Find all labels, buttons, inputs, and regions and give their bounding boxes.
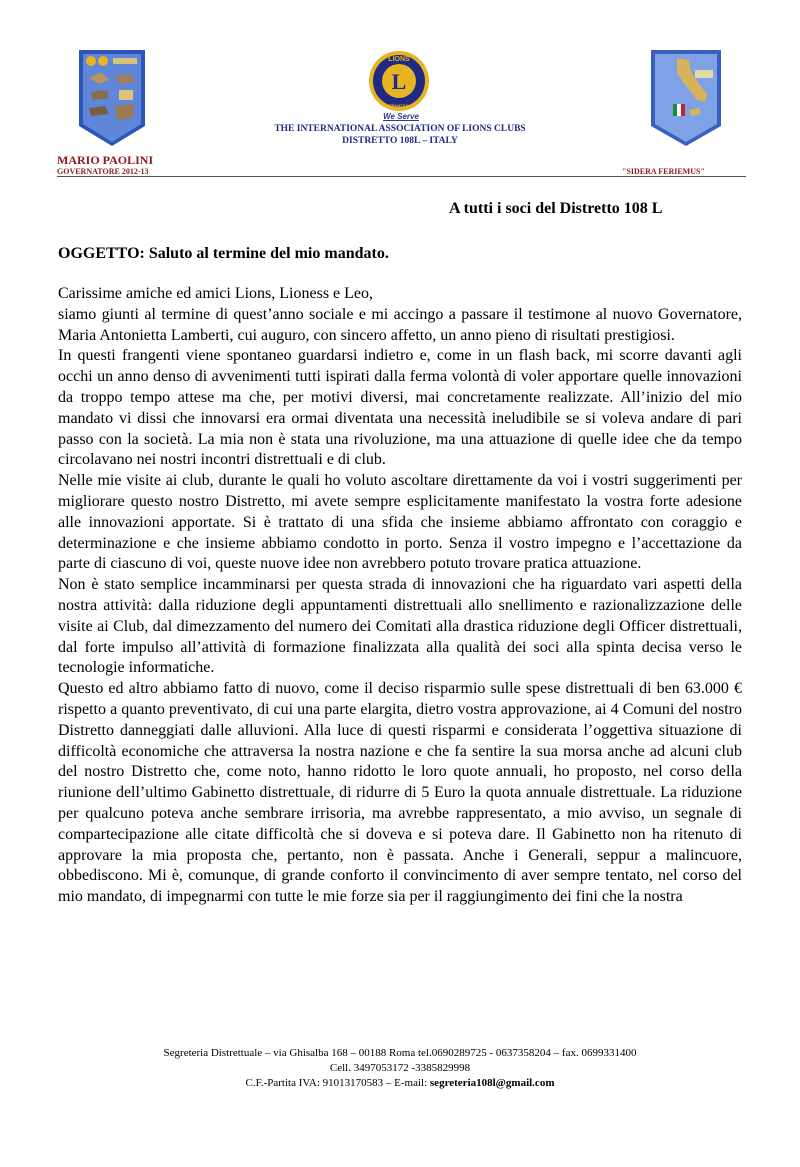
body-paragraph: siamo giunti al termine di quest’anno sociale e mi accingo a passare il testimone al nuovo Governatore, Maria Antonietta Lamberti, cui auguro, con sincero affetto, un anno pieno di risultati prestigiosi. [58, 305, 742, 344]
body-paragraph: Questo ed altro abbiamo fatto di nuovo, come il deciso risparmio sulle spese distrettuali di ben 63.000 € rispetto a quanto preventivato, di cui una parte elargita, dietro vostra approvazione, ai 4 Comuni del nostro Distretto danneggiati dalle alluvioni. Alla luce di questi risparmi e considerata l’oggettiva situazione di difficoltà economiche che attraversa la nostra nazione e che fa sentire la sua morsa anche ad alcuni club del nostro Distretto che, come noto, hanno ridotto le loro quote annuali, ho proposto, nel corso della riunione dell’ultimo Gabinetto distrettuale, di ridurre di 5 Euro la quota annuale distrettuale. La riduzione per qualcuno poteva anche sembrare irrisoria, ma avrebbe rappresentato, a mio avviso, un segnale di compartecipazione alle citate difficoltà che si doveva e si poteva dare. Il Gabinetto non ha ritenuto di approvare la mia proposta che, pertanto, non è passata. Anche i Generali, seppur a malincuore, obbediscono. Mi è, comunque, di grande conforto il convincimento di aver sempre tentato, nel corso del mio mandato, di impegnarmi con tutte le mie forze sia per il raggiungimento dei fini che la nostra [58, 680, 742, 906]
logo-lions-text: LIONS [388, 56, 410, 63]
lions-international-logo [368, 50, 430, 112]
letter-recipient: A tutti i soci del Distretto 108 L [449, 200, 663, 217]
footer-tax-email [0, 1076, 800, 1091]
body-paragraph: In questi frangenti viene spontaneo guardarsi indietro e, come in un flash back, mi scorre davanti agli occhi un anno denso di avvenimenti tutti ispirati dalla ferma volontà di voler apportare quelle innovazioni da troppo tempo attese ma che, per motivi diversi, mai concretamente realizzate. All’inizio del mio mandato vi dissi che innovarsi era ormai diventata una necessità ineludibile se si voleva andare di pari passo con la società. La mia non è stata una rivoluzione, ma una attuazione di quelle idee che da tempo circolavano nei nostri incontri distrettuali e di club. [58, 347, 742, 469]
svg-text:L: L [391, 69, 407, 94]
letter-footer [0, 1046, 800, 1091]
district-name: DISTRETTO 108L – ITALY [342, 136, 458, 146]
footer-tax-id: C.F.-Partita IVA: 91013170583 – E-mail: [245, 1077, 430, 1089]
footer-address: Segreteria Distrettuale – via Ghisalba 168 – 00188 Roma tel.0690289725 - 0637358204 – fax. 0699331400 [163, 1047, 637, 1059]
letterhead [0, 0, 800, 180]
district-crest-left-image [79, 50, 145, 146]
logo-international-text: INTERNATIONAL [382, 103, 416, 108]
letter-body [58, 284, 742, 908]
governor-title: GOVERNATORE 2012-13 [57, 167, 149, 176]
body-paragraph: Non è stato semplice incamminarsi per questa strada di innovazioni che ha riguardato vari aspetti della nostra attività: dalla riduzione degli appuntamenti distrettuali allo snellimento e razionalizzazione delle visite ai Club, dal dimezzamento del numero dei Comitati alla drastica riduzione degli Officer distrettuali, dal forte impulso all’attività di formazione finalizzata alla qualità dei soci alla spinta decisa verso le tecnologie informatiche. [58, 576, 742, 677]
letter-greeting: Carissime amiche ed amici Lions, Lioness e Leo, [58, 285, 374, 302]
district-crest-right-image [651, 50, 721, 146]
body-paragraph: Nelle mie visite ai club, durante le quali ho voluto ascoltare direttamente da voi i vostri suggerimenti per migliorare questo nostro Distretto, mi avete sempre esplicitamente manifestato la vostra forte adesione alle innovazioni apportate. Si è trattato di una sfida che insieme abbiamo affrontato con coraggio e determinazione e che insieme abbiamo condotto in porto. Senza il vostro impegno e l’accettazione da parte di ciascuno di voi, queste nuove idee non avrebbero potuto trovare pratica attuazione. [58, 472, 742, 573]
association-name: THE INTERNATIONAL ASSOCIATION OF LIONS CLUBS [274, 124, 526, 134]
governor-name: MARIO PAOLINI [57, 153, 154, 167]
association-heading [230, 123, 570, 147]
footer-phone: Cell. 3497053172 -3385829998 [329, 1062, 471, 1074]
header-divider [57, 176, 746, 177]
we-serve-motto: We Serve [383, 112, 419, 121]
letter-subject: OGGETTO: Saluto al termine del mio mandato. [58, 245, 389, 262]
district-motto: "SIDERA FERIEMUS" [622, 167, 705, 176]
footer-email-link[interactable]: segreteria108l@gmail.com [429, 1077, 555, 1089]
